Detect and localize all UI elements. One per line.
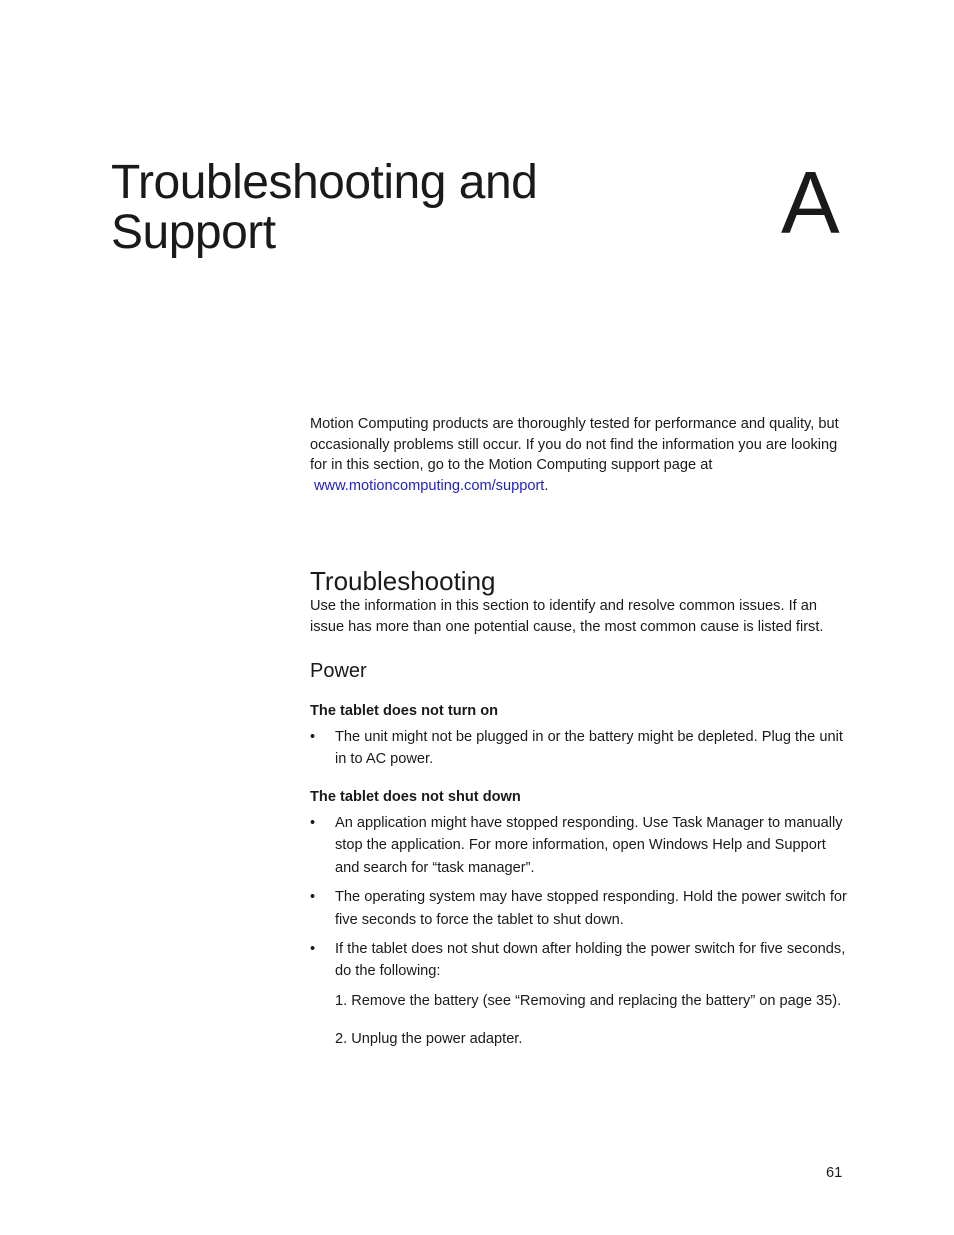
list-item: [310, 938, 850, 983]
bullet-dot: •: [310, 815, 316, 831]
issue-title-shut-down: The tablet does not shut down: [310, 789, 521, 805]
power-heading: Power: [310, 660, 367, 682]
bullet-dot: •: [310, 941, 316, 958]
list-item: [310, 812, 850, 879]
list-item: [310, 886, 850, 931]
troubleshooting-text: Use the information in this section to identify and resolve common issues. If an issue has more than one potential cause, the most common cause is listed first.: [310, 598, 824, 635]
step-unplug-adapter: 2. Unplug the power adapter.: [335, 1031, 523, 1047]
issue-title-turn-on: The tablet does not turn on: [310, 703, 499, 719]
step-remove-battery: 1. Remove the battery (see “Removing and replacing the battery” on page 35).: [335, 993, 842, 1009]
bullet-text: An application might have stopped responding. Use Task Manager to manually stop the application. For more information, open Windows Help and Support and search for “task manager”.: [335, 815, 843, 876]
troubleshooting-heading: Troubleshooting: [310, 566, 496, 596]
chapter-letter: A: [781, 153, 840, 252]
bullet-text: If the tablet does not shut down after holding the power switch for five seconds, do the following:: [335, 941, 846, 980]
shut-down-bullet-list: [310, 812, 850, 990]
bullet-text: The unit might not be plugged in or the battery might be depleted. Plug the unit in to AC power.: [335, 729, 843, 768]
bullet-dot: •: [310, 889, 316, 906]
list-item: [310, 726, 850, 771]
chapter-title: [111, 158, 671, 258]
chapter-title-line1: Troubleshooting and: [111, 156, 538, 209]
page-number: 61: [826, 1165, 843, 1181]
turn-on-bullet-list: [310, 726, 850, 778]
support-link[interactable]: www.motioncomputing.com/support: [314, 477, 545, 494]
bullet-text: The operating system may have stopped responding. Hold the power switch for five seconds to force the tablet to shut down.: [335, 889, 847, 928]
intro-paragraph: [310, 414, 850, 496]
bullet-dot: •: [310, 729, 316, 745]
intro-text: Motion Computing products are thoroughly tested for performance and quality, but occasionally problems still occur. If you do not find the information you are looking for in this section, go to the Motion Computing support page at: [310, 416, 839, 474]
chapter-title-line2: Support: [111, 206, 276, 259]
intro-link-period: .: [544, 477, 549, 494]
